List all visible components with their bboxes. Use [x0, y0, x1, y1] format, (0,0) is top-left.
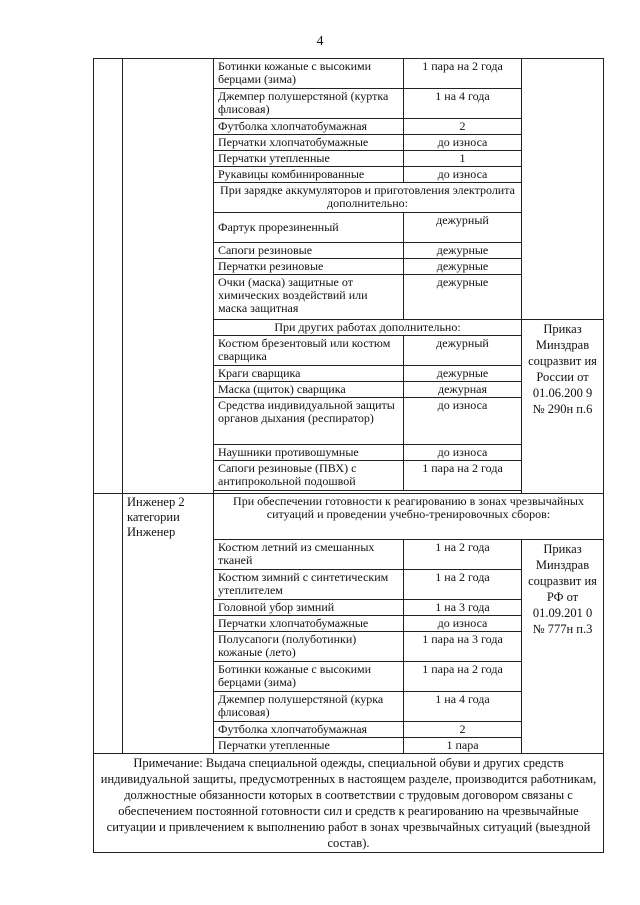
- item-cell: Футболка хлопчатобумажная: [214, 722, 404, 738]
- row-number-cell: [94, 59, 123, 494]
- item-cell: Очки (маска) защитные от химических воздействий или маска защитная: [214, 275, 404, 320]
- position-cell: Инженер 2 категории Инженер: [123, 494, 214, 754]
- qty-cell: 1 пара на 2 года: [404, 461, 522, 491]
- qty-cell: дежурный: [404, 213, 522, 243]
- item-cell: Джемпер полушерстяной (курка флисовая): [214, 692, 404, 722]
- qty-cell: 1 на 4 года: [404, 692, 522, 722]
- qty-cell: до износа: [404, 398, 522, 445]
- item-cell: Головной убор зимний: [214, 600, 404, 616]
- item-cell: Перчатки хлопчатобумажные: [214, 135, 404, 151]
- qty-cell: 1 на 3 года: [404, 600, 522, 616]
- item-cell: Маска (щиток) сварщика: [214, 382, 404, 398]
- item-cell: Перчатки утепленные: [214, 151, 404, 167]
- qty-cell: 1 пара на 2 года: [404, 662, 522, 692]
- subsection-header: При обеспечении готовности к реагированию в зонах чрезвычайных ситуаций и проведении учебно-тренировочных сборов:: [214, 494, 604, 540]
- item-cell: Полусапоги (полуботинки) кожаные (лето): [214, 632, 404, 662]
- ppe-norms-table: [93, 58, 604, 853]
- basis-cell: Приказ Минздрав соцразвит ия РФ от 01.09.201 0 № 777н п.3: [522, 540, 604, 754]
- qty-cell: до износа: [404, 616, 522, 632]
- item-cell: Ботинки кожаные с высокими берцами (зима): [214, 662, 404, 692]
- qty-cell: дежурные: [404, 275, 522, 320]
- item-cell: Костюм брезентовый или костюм сварщика: [214, 336, 404, 366]
- qty-cell: 1 на 2 года: [404, 570, 522, 600]
- qty-cell: 1 пара на 2 года: [404, 59, 522, 89]
- qty-cell: 2: [404, 119, 522, 135]
- qty-cell: до износа: [404, 445, 522, 461]
- item-cell: Костюм летний из смешанных тканей: [214, 540, 404, 570]
- item-cell: Ботинки кожаные с высокими берцами (зима): [214, 59, 404, 89]
- note-text: Примечание: Выдача специальной одежды, специальной обуви и других средств индивидуальной защиты, предусмотренных в настоящем разделе, производится работникам, должностные обязанности которых в соответствии с трудовым договором связаны с обеспечением постоянной готовности сил и средств к реагированию на чрезвычайные ситуации и привлечением к выполнению работ в зонах чрезвычайных ситуаций (выездной состав).: [94, 754, 604, 853]
- qty-cell: дежурные: [404, 366, 522, 382]
- position-cell: [123, 59, 214, 494]
- item-cell: Сапоги резиновые (ПВХ) с антипрокольной подошвой: [214, 461, 404, 491]
- subsection-header: При других работах дополнительно:: [214, 320, 522, 336]
- qty-cell: 1 на 2 года: [404, 540, 522, 570]
- qty-cell: дежурный: [404, 336, 522, 366]
- item-cell: Костюм зимний с синтетическим утеплителем: [214, 570, 404, 600]
- qty-cell: 1: [404, 151, 522, 167]
- item-cell: Краги сварщика: [214, 366, 404, 382]
- qty-cell: 2: [404, 722, 522, 738]
- item-cell: Перчатки резиновые: [214, 259, 404, 275]
- item-cell: Фартук прорезиненный: [214, 213, 404, 243]
- basis-cell: Приказ Минздрав соцразвит ия России от 01.06.200 9 № 290н п.6: [522, 320, 604, 494]
- basis-cell-empty: [522, 59, 604, 320]
- item-cell: Футболка хлопчатобумажная: [214, 119, 404, 135]
- qty-cell: до износа: [404, 135, 522, 151]
- item-cell: Сапоги резиновые: [214, 243, 404, 259]
- item-cell: Рукавицы комбинированные: [214, 167, 404, 183]
- page-number: 4: [316, 34, 324, 49]
- qty-cell: 1 пара: [404, 738, 522, 754]
- item-cell: Наушники противошумные: [214, 445, 404, 461]
- item-cell: Джемпер полушерстяной (куртка флисовая): [214, 89, 404, 119]
- qty-cell: дежурные: [404, 243, 522, 259]
- item-cell: Перчатки хлопчатобумажные: [214, 616, 404, 632]
- subsection-header: При зарядке аккумуляторов и приготовления электролита дополнительно:: [214, 183, 522, 213]
- qty-cell: дежурная: [404, 382, 522, 398]
- item-cell: Средства индивидуальной защиты органов дыхания (респиратор): [214, 398, 404, 445]
- qty-cell: 1 пара на 3 года: [404, 632, 522, 662]
- qty-cell: 1 на 4 года: [404, 89, 522, 119]
- qty-cell: дежурные: [404, 259, 522, 275]
- row-number-cell: [94, 494, 123, 754]
- item-cell: Перчатки утепленные: [214, 738, 404, 754]
- qty-cell: до износа: [404, 167, 522, 183]
